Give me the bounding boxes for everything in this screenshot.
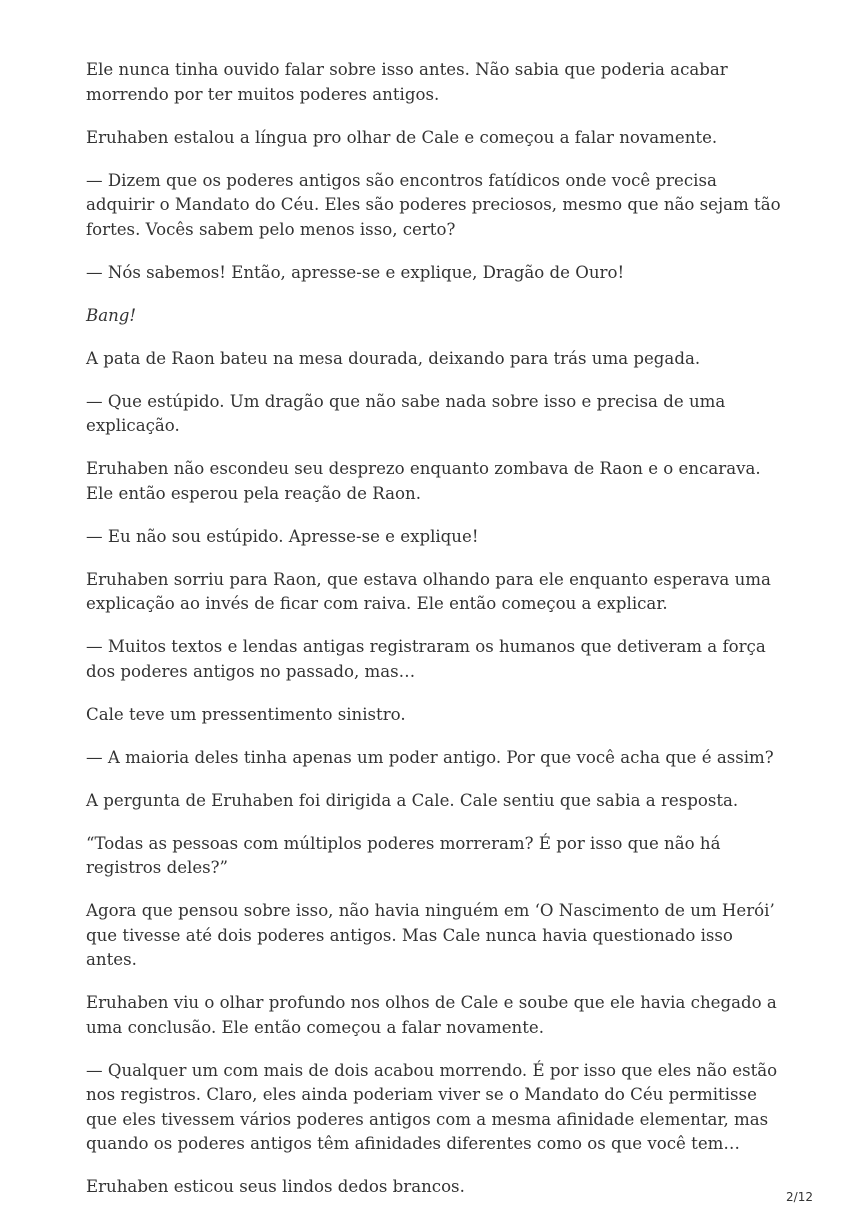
paragraph: — A maioria deles tinha apenas um poder antigo. Por que você acha que é assim? bbox=[86, 747, 774, 767]
paragraph: — Qualquer um com mais de dois acabou morrendo. É por isso que eles não estão nos registros. Claro, eles ainda poderiam viver se o Mandato do Céu permitisse que eles tivessem vários poderes antigos com a mesma afinidade elementar, mas quando os poderes antigos têm afinidades diferentes como os que você tem… bbox=[86, 1060, 778, 1153]
paragraph: Eruhaben esticou seus lindos dedos brancos. bbox=[86, 1177, 465, 1196]
paragraph: — Dizem que os poderes antigos são encontros fatídicos onde você precisa adquirir o Mandato do Céu. Eles são poderes preciosos, mesmo que não sejam tão fortes. Vocês sabem pelo menos isso, certo? bbox=[86, 170, 781, 239]
paragraph: — Nós sabemos! Então, apresse-se e explique, Dragão de Ouro! bbox=[86, 262, 625, 282]
paragraph: Eruhaben viu o olhar profundo nos olhos de Cale e soube que ele havia chegado a uma conclusão. Ele então começou a falar novamente. bbox=[86, 993, 777, 1037]
paragraph: — Eu não sou estúpido. Apresse-se e explique! bbox=[86, 526, 479, 546]
paragraph: Eruhaben não escondeu seu desprezo enquanto zombava de Raon e o encarava. Ele então esperou pela reação de Raon. bbox=[86, 459, 761, 503]
page-number: 2/12 bbox=[786, 1190, 813, 1204]
paragraph: Eruhaben estalou a língua pro olhar de Cale e começou a falar novamente. bbox=[86, 127, 718, 147]
paragraph: A pata de Raon bateu na mesa dourada, deixando para trás uma pegada. bbox=[86, 348, 701, 368]
paragraph: “Todas as pessoas com múltiplos poderes morreram? É por isso que não há registros deles?” bbox=[86, 833, 721, 877]
paragraph: Eruhaben sorriu para Raon, que estava olhando para ele enquanto esperava uma explicação ao invés de ficar com raiva. Ele então começou a explicar. bbox=[86, 569, 771, 613]
paragraph: Ele nunca tinha ouvido falar sobre isso antes. Não sabia que poderia acabar morrendo por ter muitos poderes antigos. bbox=[86, 60, 728, 104]
paragraph: Bang! bbox=[86, 305, 137, 325]
paragraph: Cale teve um pressentimento sinistro. bbox=[86, 704, 406, 724]
paragraph: A pergunta de Eruhaben foi dirigida a Cale. Cale sentiu que sabia a resposta. bbox=[86, 790, 739, 810]
paragraph: — Que estúpido. Um dragão que não sabe nada sobre isso e precisa de uma explicação. bbox=[86, 391, 726, 435]
paragraph: — Muitos textos e lendas antigas registraram os humanos que detiveram a força dos poderes antigos no passado, mas… bbox=[86, 637, 766, 681]
document-body bbox=[86, 58, 786, 1218]
paragraph: Agora que pensou sobre isso, não havia ninguém em ‘O Nascimento de um Herói’ que tivesse até dois poderes antigos. Mas Cale nunca havia questionado isso antes. bbox=[86, 901, 775, 969]
